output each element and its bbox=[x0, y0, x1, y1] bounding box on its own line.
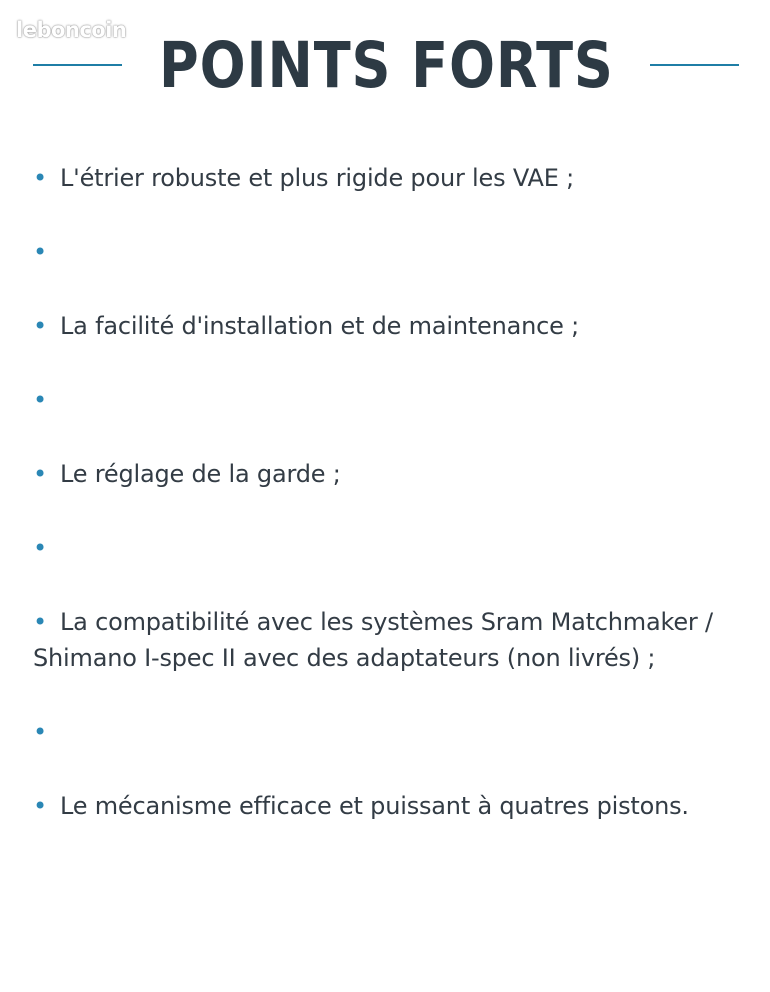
list-item-text: Le réglage de la garde ; bbox=[60, 460, 341, 488]
list-item bbox=[33, 714, 743, 750]
list-item bbox=[33, 234, 743, 270]
list-item bbox=[33, 604, 743, 676]
bullet-icon: • bbox=[33, 164, 47, 192]
bullet-icon: • bbox=[33, 608, 47, 636]
bullet-icon: • bbox=[33, 792, 47, 820]
bullet-icon: • bbox=[33, 534, 47, 562]
bullet-icon: • bbox=[33, 312, 47, 340]
list-item bbox=[33, 308, 743, 344]
page-title: POINTS FORTS bbox=[158, 28, 614, 102]
list-item bbox=[33, 382, 743, 418]
right-divider bbox=[650, 64, 739, 66]
list-item bbox=[33, 530, 743, 566]
list-item bbox=[33, 788, 743, 824]
leboncoin-watermark: leboncoin bbox=[16, 18, 127, 42]
bullet-icon: • bbox=[33, 718, 47, 746]
list-item bbox=[33, 160, 743, 196]
list-item-text: L'étrier robuste et plus rigide pour les VAE ; bbox=[60, 164, 575, 192]
bullet-icon: • bbox=[33, 460, 47, 488]
list-item bbox=[33, 456, 743, 492]
features-list bbox=[33, 160, 743, 824]
bullet-icon: • bbox=[33, 386, 47, 414]
left-divider bbox=[33, 64, 122, 66]
list-item-text: Le mécanisme efficace et puissant à quatres pistons. bbox=[60, 792, 689, 820]
list-item-text: La compatibilité avec les systèmes Sram Matchmaker / Shimano I-spec II avec des adaptateurs (non livrés) ; bbox=[33, 608, 713, 672]
list-item-text: La facilité d'installation et de maintenance ; bbox=[60, 312, 580, 340]
section-header bbox=[33, 28, 739, 102]
bullet-icon: • bbox=[33, 238, 47, 266]
